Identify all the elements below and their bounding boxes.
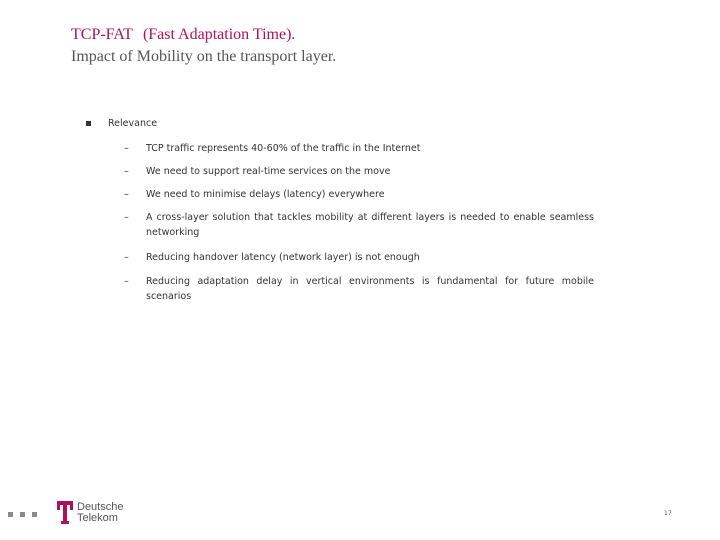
title-line-2: Impact of Mobility on the transport layer. bbox=[71, 48, 337, 65]
main-bullet-label: Relevance bbox=[108, 118, 158, 129]
brand-name bbox=[77, 502, 123, 524]
sub-item-text: Reducing handover latency (network layer) is not enough bbox=[146, 252, 420, 263]
brand-line-2: Telekom bbox=[77, 512, 118, 524]
dash-bullet: – bbox=[124, 143, 129, 154]
sub-item-text: We need to minimise delays (latency) everywhere bbox=[146, 189, 385, 200]
dot-icon bbox=[8, 512, 13, 517]
sub-item-text: We need to support real-time services on the move bbox=[146, 166, 391, 177]
dash-bullet: – bbox=[124, 252, 129, 263]
square-bullet-icon bbox=[86, 121, 91, 126]
dot-icon bbox=[32, 512, 37, 517]
dash-bullet: – bbox=[124, 276, 129, 287]
title-expansion: (Fast Adaptation Time). bbox=[142, 26, 296, 43]
slide-title bbox=[71, 24, 336, 68]
sub-item-text: Reducing adaptation delay in vertical environments is fundamental for future mobile scenarios bbox=[146, 276, 594, 302]
sub-item-text: TCP traffic represents 40-60% of the traffic in the Internet bbox=[146, 143, 421, 154]
page-number: 17 bbox=[664, 510, 672, 517]
title-line-1 bbox=[71, 24, 336, 46]
dot-icon bbox=[20, 512, 25, 517]
dash-bullet: – bbox=[124, 189, 129, 200]
title-acronym: TCP-FAT bbox=[71, 26, 133, 43]
dash-bullet: – bbox=[124, 166, 129, 177]
brand-line-1: Deutsche bbox=[77, 501, 124, 513]
dash-bullet: – bbox=[124, 212, 129, 223]
t-logo-icon bbox=[57, 501, 73, 524]
sub-item-text: A cross-layer solution that tackles mobility at different layers is needed to enable seamless networking bbox=[146, 212, 594, 238]
